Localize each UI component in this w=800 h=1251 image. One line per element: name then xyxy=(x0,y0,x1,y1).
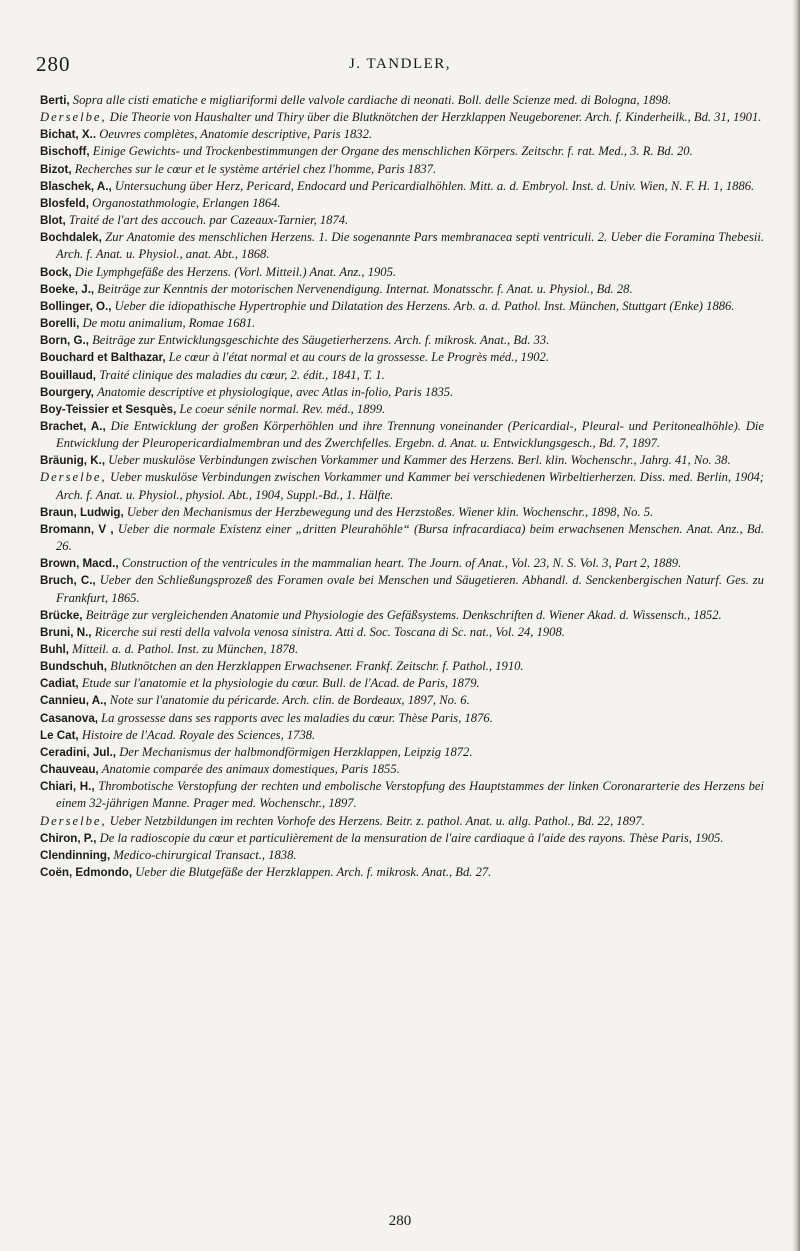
reference-entry xyxy=(40,418,764,452)
reference-entry xyxy=(40,624,764,641)
reference-entry xyxy=(40,504,764,521)
reference-entry xyxy=(40,229,764,263)
reference-entry xyxy=(40,92,764,109)
reference-citation: Note sur l'anatomie du péricarde. Arch. clin. de Bordeaux, 1897, No. 6. xyxy=(109,693,470,708)
reference-author: Berti, xyxy=(40,94,70,107)
reference-author: Brachet, A., xyxy=(40,419,106,433)
reference-author: Blot, xyxy=(40,214,66,228)
page-number: 280 xyxy=(36,52,71,76)
reference-citation: Mitteil. a. d. Pathol. Inst. zu München, 1878. xyxy=(72,642,299,656)
reference-author: Braun, Ludwig, xyxy=(40,505,124,519)
reference-author: Brücke, xyxy=(40,608,83,622)
reference-citation: Ueber den Mechanismus der Herzbewegung und des Herzstoßes. Wiener klin. Wochenschr., 1898, No. 5. xyxy=(126,504,654,519)
reference-citation: Anatomie descriptive et physiologique, avec Atlas in-folio, Paris 1835. xyxy=(97,384,454,399)
reference-author: Bouillaud, xyxy=(40,368,97,382)
reference-entry xyxy=(40,281,764,298)
reference-entry xyxy=(40,195,764,212)
reference-citation: Thrombotische Verstopfung der rechten und embolische Verstopfung des Hauptstammes der linken Coronararterie des Herzens bei einem 32-jährigen Manne. Prager med. Wochenschr., 1897. xyxy=(56,779,764,811)
reference-citation: Traité clinique des maladies du cœur, 2. édit., 1841, T. 1. xyxy=(99,367,385,382)
reference-entry xyxy=(40,212,764,229)
reference-entry xyxy=(40,298,764,315)
reference-coauthor: et Sesquès, xyxy=(111,402,177,416)
reference-entry xyxy=(40,778,764,812)
reference-author: Bischoff, xyxy=(40,145,90,159)
reference-author: Le Cat, xyxy=(40,728,79,742)
reference-citation: Recherches sur le cœur et le système artériel chez l'homme, Paris 1837. xyxy=(74,161,437,176)
reference-entry xyxy=(40,761,764,778)
reference-entry xyxy=(40,109,764,126)
reference-author: Bollinger, O., xyxy=(40,299,112,313)
page-header xyxy=(36,52,764,82)
reference-citation: Sopra alle cisti ematiche e migliariformi delle valvole cardiache di neonati. Boll. delle Scienze med. di Bologna, 1898. xyxy=(72,93,672,107)
reference-author: Bizot, xyxy=(40,162,72,176)
reference-citation: Le cœur à l'état normal et au cours de la grossesse. Le Progrès méd., 1902. xyxy=(168,350,549,365)
reference-citation: Ueber die idiopathische Hypertrophie und Dilatation des Herzens. Arb. a. d. Pathol. Inst. München, Stuttgart (Enke) 1886. xyxy=(114,298,735,313)
reference-entry xyxy=(40,727,764,744)
reference-author: Bochdalek, xyxy=(40,231,102,245)
reference-citation: Die Lymphgefäße des Herzens. (Vorl. Mitteil.) Anat. Anz., 1905. xyxy=(74,264,397,279)
reference-citation: Zur Anatomie des menschlichen Herzens. 1. Die sogenannte Pars membranacea septi ventriculi. 2. Ueber die Foramina Thebesii. Arch. f. Anat. u. Physiol., anat. Abt., 1868. xyxy=(56,230,764,262)
reference-author: Coën, Edmondo, xyxy=(40,866,133,880)
reference-citation: Untersuchung über Herz, Pericard, Endocard und Pericardialhöhlen. Mitt. a. d. Embryol. Inst. d. Univ. Wien, N. F. H. 1, 1886. xyxy=(114,178,755,193)
reference-citation: Organostathmologie, Erlangen 1864. xyxy=(92,195,281,210)
reference-author: Blosfeld, xyxy=(40,196,89,210)
reference-citation: Blutknötchen an den Herzklappen Erwachsener. Frankf. Zeitschr. f. Pathol., 1910. xyxy=(110,659,524,674)
reference-citation: Beiträge zur Entwicklungsgeschichte des Säugetierherzens. Arch. f. mikrosk. Anat., Bd. 33. xyxy=(92,333,550,348)
reference-entry xyxy=(40,521,764,555)
reference-citation: Der Mechanismus der halbmondförmigen Herzklappen, Leipzig 1872. xyxy=(119,744,473,759)
reference-author: Derselbe, xyxy=(40,110,107,125)
reference-author: Bräunig, K., xyxy=(40,454,106,468)
reference-citation: Oeuvres complètes, Anatomie descriptive, Paris 1832. xyxy=(99,127,373,142)
reference-citation: Ueber muskulöse Verbindungen zwischen Vorkammer und Kammer bei verschiedenen Wirbeltierherzen. Diss. med. Berlin, 1904; Arch. f. Anat. u. Physiol., physiol. Abt., 1904, Suppl.-Bd., 1. Hälfte. xyxy=(56,470,764,502)
page-edge-shadow xyxy=(792,0,800,1251)
reference-author: Cannieu, A., xyxy=(40,694,107,708)
reference-entry xyxy=(40,332,764,349)
reference-entry xyxy=(40,555,764,572)
reference-entry xyxy=(40,349,764,366)
reference-citation: Beiträge zur Kenntnis der motorischen Nervenendigung. Internat. Monatsschr. f. Anat. u. Physiol., Bd. 28. xyxy=(97,281,633,296)
reference-citation: Traité de l'art des accouch. par Cazeaux-Tarnier, 1874. xyxy=(68,213,349,228)
reference-entry xyxy=(40,143,764,160)
reference-entry xyxy=(40,813,764,830)
reference-author: Cadiat, xyxy=(40,677,79,691)
reference-author: Bouchard xyxy=(40,351,95,365)
reference-author: Clendinning, xyxy=(40,848,111,862)
reference-citation: Ueber die Blutgefäße der Herzklappen. Arch. f. mikrosk. Anat., Bd. 27. xyxy=(135,865,492,880)
reference-entry xyxy=(40,161,764,178)
reference-author: Chauveau, xyxy=(40,763,99,777)
reference-entry xyxy=(40,264,764,281)
reference-citation: De motu animalium, Romae 1681. xyxy=(82,316,256,331)
reference-citation: Ueber die normale Existenz einer „dritten Pleurahöhle“ (Bursa infracardiaca) beim erwachsenen Menschen. Anat. Anz., Bd. 26. xyxy=(56,521,764,554)
reference-citation: Die Entwicklung der großen Körperhöhlen und ihre Trennung voneinander (Pericardial-, Pleural- und Peritonealhöhle). Die Entwicklung der Pleuropericardialmembran und des Zwerchfelles. Ergebn. d. Anat. u. Entwicklungsgesch., Bd. 7, 1897. xyxy=(56,418,764,451)
reference-entry xyxy=(40,315,764,332)
reference-entry xyxy=(40,675,764,692)
reference-entry xyxy=(40,847,764,864)
reference-author: Borelli, xyxy=(40,317,80,331)
reference-entry xyxy=(40,452,764,469)
reference-author: Boy-Teissier xyxy=(40,402,109,416)
reference-author: Bundschuh, xyxy=(40,660,107,674)
reference-author: Chiari, H., xyxy=(40,780,95,794)
reference-citation: Ueber Netzbildungen im rechten Vorhofe des Herzens. Beitr. z. pathol. Anat. u. allg. Pathol., Bd. 22, 1897. xyxy=(109,813,645,828)
running-head: J. TANDLER, xyxy=(348,56,452,72)
reference-author: Boeke, J., xyxy=(40,282,95,296)
reference-author: Buhl, xyxy=(40,643,69,656)
reference-author: Derselbe, xyxy=(40,470,107,485)
reference-entry xyxy=(40,658,764,675)
reference-author: Born, G., xyxy=(40,334,89,348)
reference-author: Bromann, V , xyxy=(40,522,114,536)
reference-entry xyxy=(40,607,764,624)
reference-coauthor: et Balthazar, xyxy=(97,351,166,365)
reference-entry xyxy=(40,384,764,401)
reference-entry xyxy=(40,469,764,503)
reference-citation: Beiträge zur vergleichenden Anatomie und Physiologie des Gefäßsystems. Denkschriften d. Wiener Akad. d. Wissensch., 1852. xyxy=(85,607,722,622)
reference-citation: Die Theorie von Haushalter und Thiry über die Blutknötchen der Herzklappen Neugeborener. Arch. f. Kinderheilk., Bd. 31, 1901. xyxy=(109,110,762,125)
reference-author: Bruni, N., xyxy=(40,625,92,639)
reference-author: Bichat, X.. xyxy=(40,128,97,142)
reference-citation: Le coeur sénile normal. Rev. méd., 1899. xyxy=(179,401,386,416)
reference-author: Blaschek, A., xyxy=(40,179,112,193)
reference-citation: Etude sur l'anatomie et la physiologie du cœur. Bull. de l'Acad. de Paris, 1879. xyxy=(81,676,480,691)
reference-citation: Medico-chirurgical Transact., 1838. xyxy=(113,847,297,862)
reference-citation: De la radioscopie du cœur et particulièrement de la mensuration de l'aire cardiaque à l'aide des rayons. Thèse Paris, 1905. xyxy=(99,830,724,845)
reference-entry xyxy=(40,367,764,384)
reference-author: Casanova, xyxy=(40,711,98,725)
reference-author: Derselbe, xyxy=(40,813,107,828)
footer-page-number: 280 xyxy=(388,1213,412,1229)
reference-citation: La grossesse dans ses rapports avec les maladies du cœur. Thèse Paris, 1876. xyxy=(101,710,493,725)
reference-entry xyxy=(40,830,764,847)
reference-citation: Einige Gewichts- und Trockenbestimmungen der Organe des menschlichen Körpers. Zeitschr. f. rat. Med., 3. R. Bd. 20. xyxy=(92,144,693,159)
reference-author: Ceradini, Jul., xyxy=(40,745,117,759)
reference-author: Bourgery, xyxy=(40,385,94,399)
reference-citation: Anatomie comparée des animaux domestiques, Paris 1855. xyxy=(101,762,400,777)
reference-author: Chiron, P., xyxy=(40,831,97,845)
reference-citation: Ueber den Schließungsprozeß des Foramen ovale bei Menschen und Säugetieren. Abhandl. d. Senckenbergischen Naturf. Ges. zu Frankfurt, 1865. xyxy=(56,573,764,605)
reference-entry xyxy=(40,178,764,195)
reference-citation: Histoire de l'Acad. Royale des Sciences, 1738. xyxy=(81,727,316,742)
reference-entry xyxy=(40,710,764,727)
reference-entry xyxy=(40,572,764,606)
reference-author: Bruch, C., xyxy=(40,574,96,588)
reference-author: Brown, Macd., xyxy=(40,557,119,571)
reference-citation: Ueber muskulöse Verbindungen zwischen Vorkammer und Kammer des Herzens. Berl. klin. Wochenschr., Jahrg. 41, No. 38. xyxy=(108,453,731,468)
reference-entry xyxy=(40,126,764,143)
reference-entry xyxy=(40,744,764,761)
reference-author: Bock, xyxy=(40,265,72,279)
reference-entry xyxy=(40,641,764,658)
reference-entry xyxy=(40,692,764,709)
reference-citation: Ricerche sui resti della valvola venosa sinistra. Atti d. Soc. Toscana di Sc. nat., Vol. 24, 1908. xyxy=(94,624,565,639)
reference-list xyxy=(40,92,764,881)
reference-citation: Construction of the ventricules in the mammalian heart. The Journ. of Anat., Vol. 23, N. S. Vol. 3, Part 2, 1889. xyxy=(121,556,682,571)
reference-entry xyxy=(40,864,764,881)
reference-entry xyxy=(40,401,764,418)
